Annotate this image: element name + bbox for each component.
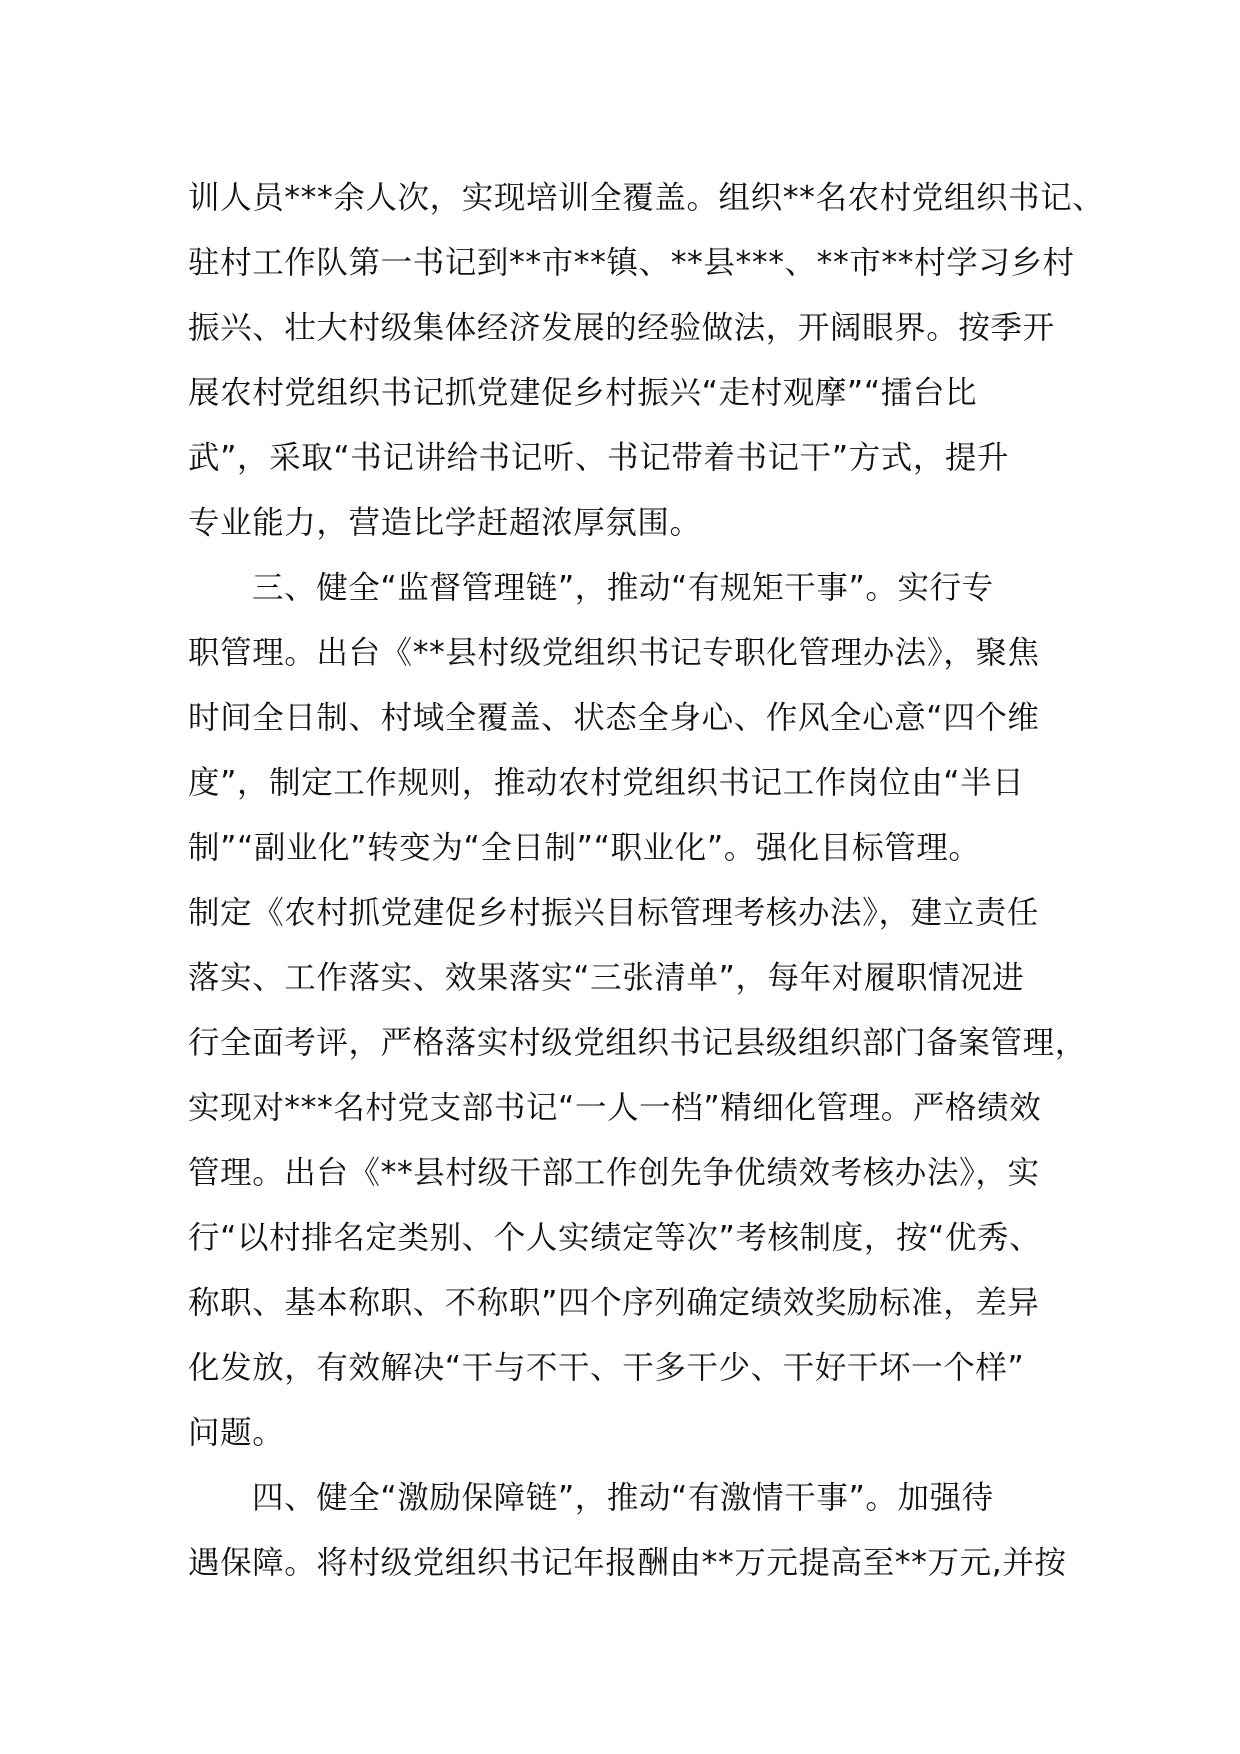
text-line: 行“以村排名定类别、个人实绩定等次”考核制度，按“优秀、 [188,1220,1042,1256]
text-line: 武”，采取“书记讲给书记听、书记带着书记干”方式，提升 [188,440,1010,476]
text-line: 实现对***名村党支部书记“一人一档”精细化管理。严格绩效 [188,1090,1042,1126]
text-line: 行全面考评，严格落实村级党组织书记县级组织部门备案管理， [188,1025,1087,1061]
text-line: 四、健全“激励保障链”，推动“有激情干事”。加强待 [252,1480,994,1516]
text-line: 遇保障。将村级党组织书记年报酬由**万元提高至**万元,并按 [188,1545,1067,1581]
text-line: 落实、工作落实、效果落实“三张清单”，每年对履职情况进 [188,960,1025,996]
text-line: 训人员***余人次，实现培训全覆盖。组织**名农村党组织书记、 [188,180,1105,216]
text-line: 专业能力，营造比学赶超浓厚氛围。 [188,505,702,541]
text-line: 制定《农村抓党建促乡村振兴目标管理考核办法》，建立责任 [188,895,1039,931]
text-line: 化发放，有效解决“干与不干、干多干少、干好干坏一个样” [188,1350,1025,1386]
text-line: 展农村党组织书记抓党建促乡村振兴“走村观摩”“擂台比 [188,375,978,411]
text-line: 驻村工作队第一书记到**市**镇、**县***、**市**村学习乡村 [188,245,1075,281]
text-line: 制”“副业化”转变为“全日制”“职业化”。强化目标管理。 [188,830,981,866]
text-line: 振兴、壮大村级集体经济发展的经验做法，开阔眼界。按季开 [188,310,1055,346]
text-line: 时间全日制、村域全覆盖、状态全身心、作风全心意“四个维 [188,700,1040,736]
document-body [188,166,1105,1596]
text-line: 称职、基本称职、不称职”四个序列确定绩效奖励标准，差异 [188,1285,1040,1321]
text-line: 管理。出台《**县村级干部工作创先争优绩效考核办法》，实 [188,1155,1040,1191]
text-line: 三、健全“监督管理链”，推动“有规矩干事”。实行专 [252,570,994,606]
text-line: 职管理。出台《**县村级党组织书记专职化管理办法》，聚焦 [188,635,1040,671]
text-line: 度”，制定工作规则，推动农村党组织书记工作岗位由“半日 [188,765,1025,801]
text-line: 问题。 [188,1415,285,1451]
